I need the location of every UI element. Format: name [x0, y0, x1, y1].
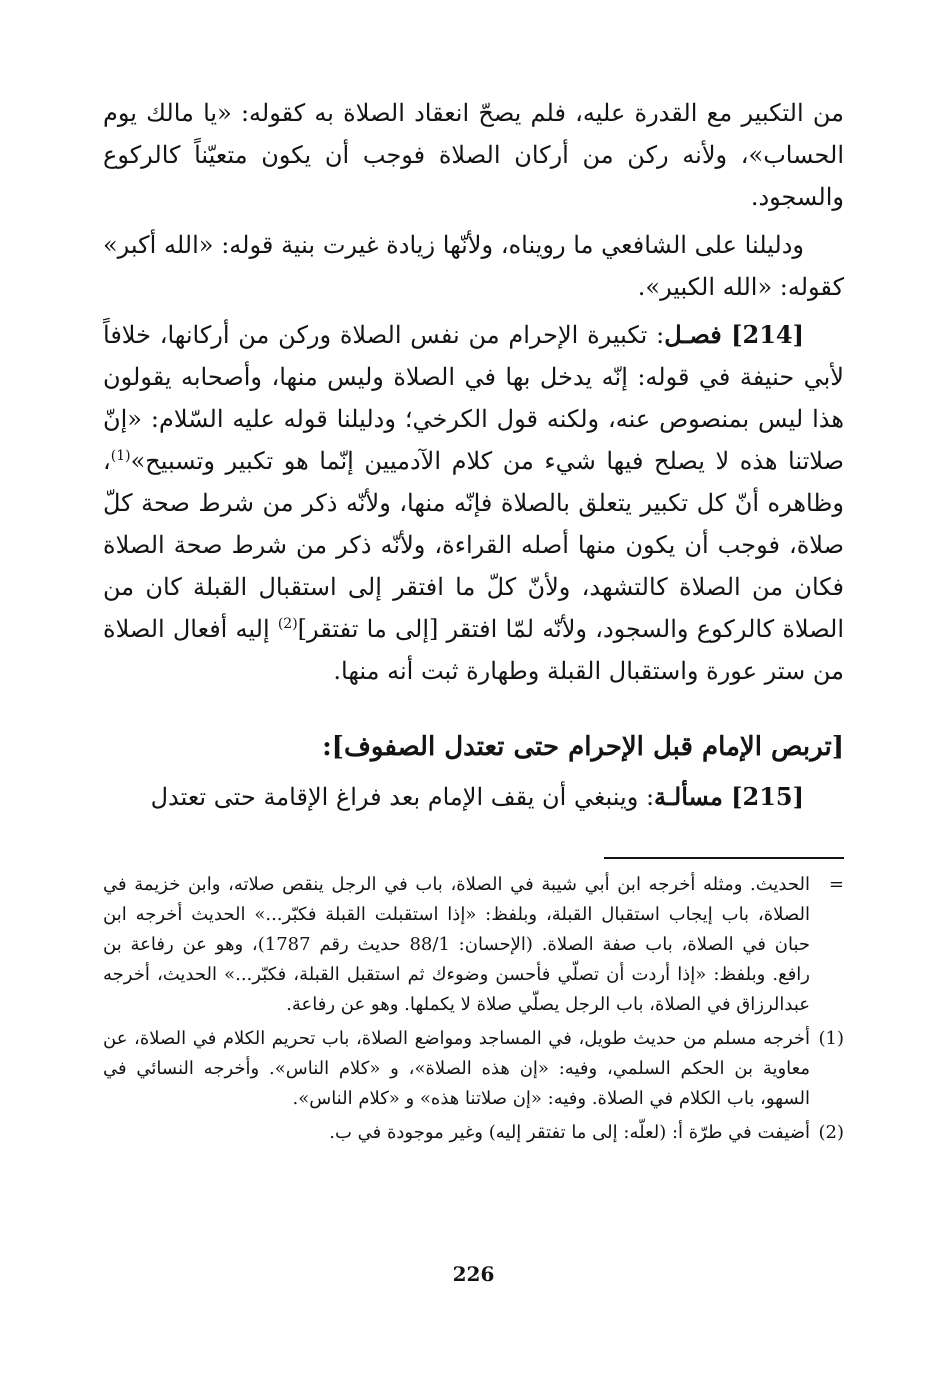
footnote-continued [103, 870, 844, 1020]
paragraph-2: ودليلنا على الشافعي ما رويناه، ولأنّها زيادة غيرت بنية قوله: «الله أكبر» كقوله: «الله الكبير». [103, 231, 844, 301]
footnote-text: أخرجه مسلم من حديث طويل، في المساجد ومواضع الصلاة، باب تحريم الكلام في الصلاة، عن معاوية بن الحكم السلمي، وفيه: «إن هذه الصلاة»، و «كلام الناس». وأخرجه النسائي في السهو، باب الكلام في الصلاة. وفيه: «إن صلاتنا هذه» و «كلام الناس». [103, 1028, 810, 1109]
footnote-mark: (2) [818, 1122, 844, 1143]
paragraph-215-text: : وينبغي أن يقف الإمام بعد فراغ الإقامة حتى تعتدل [150, 783, 655, 811]
footnote-1 [103, 1024, 844, 1114]
paragraph-214-text-b: ، وظاهره أنّ كل تكبير يتعلق بالصلاة فإنّه منها، ولأنّه ذكر من شرط صحة كلّ صلاة، فوجب أن يكون منها أصله القراءة، ولأنّه ذكر من شرط صحة الصلاة فكان من الصلاة كالتشهد، ولأنّ كلّ ما افتقر إلى استقبال القبلة كان من الصلاة كالركوع والسجود، ولأنّه لمّا افتقر [إلى ما تفتقر] [103, 447, 845, 643]
section-tag-214: [214] فصـل [664, 320, 804, 349]
paragraph-214 [103, 314, 844, 692]
footnote-divider [604, 857, 844, 859]
footnote-mark: = [828, 874, 844, 895]
footnotes [103, 870, 844, 1152]
footnote-ref-1: (1) [110, 448, 131, 464]
page-number: 226 [452, 1262, 495, 1286]
paragraph-214-text-c: إليه أفعال الصلاة من ستر عورة واستقبال القبلة وطهارة ثبت أنه منها. [103, 615, 844, 685]
section-tag-215: [215] مسألـة [654, 782, 804, 811]
footnote-2 [103, 1118, 844, 1148]
paragraph-1: من التكبير مع القدرة عليه، فلم يصحّ انعقاد الصلاة به كقوله: «يا مالك يوم الحساب»، ولأنه ركن من أركان الصلاة فوجب أن يكون متعيّناً كالركوع والسجود. [103, 99, 845, 211]
footnote-mark: (1) [818, 1028, 844, 1049]
footnote-text: أضيفت في طرّة أ: (لعلّه: إلى ما تفتقر إليه) وغير موجودة في ب. [329, 1122, 810, 1143]
paragraph-215 [103, 776, 844, 818]
footnote-ref-2: (2) [277, 616, 298, 632]
main-text [103, 92, 844, 824]
footnote-text: الحديث. ومثله أخرجه ابن أبي شيبة في الصلاة، باب في الرجل ينقص صلاته، وابن خزيمة في الصلاة، باب إيجاب استقبال القبلة، وبلفظ: «إذا استقبلت القبلة فكبّر...» الحديث أخرجه ابن حبان في الصلاة، باب صفة الصلاة. (الإحسان: 88/1 حديث رقم 1787)، وهو عن رفاعة بن رافع. وبلفظ: «إذا أردت أن تصلّي فأحسن وضوءك ثم استقبل القبلة، فكبّر...» الحديث، أخرجه عبدالرزاق في الصلاة، باب الرجل يصلّي صلاة لا يكملها. وهو عن رفاعة. [103, 874, 811, 1015]
section-heading: [تربص الإمام قبل الإحرام حتى تعتدل الصفوف]: [322, 732, 844, 762]
paragraph-214-text-a: : تكبيرة الإحرام من نفس الصلاة وركن من أركانها، خلافاً لأبي حنيفة في قوله: إنّه يدخل بها في الصلاة وليس منها، وأصحابه يقولون هذا ليس بمنصوص عنه، ولكنه قول الكرخي؛ ودليلنا قوله عليه السّلام: «إنّ صلاتنا هذه لا يصلح فيها شيء من كلام الآدميين إنّما هو تكبير وتسبيح» [103, 321, 844, 475]
